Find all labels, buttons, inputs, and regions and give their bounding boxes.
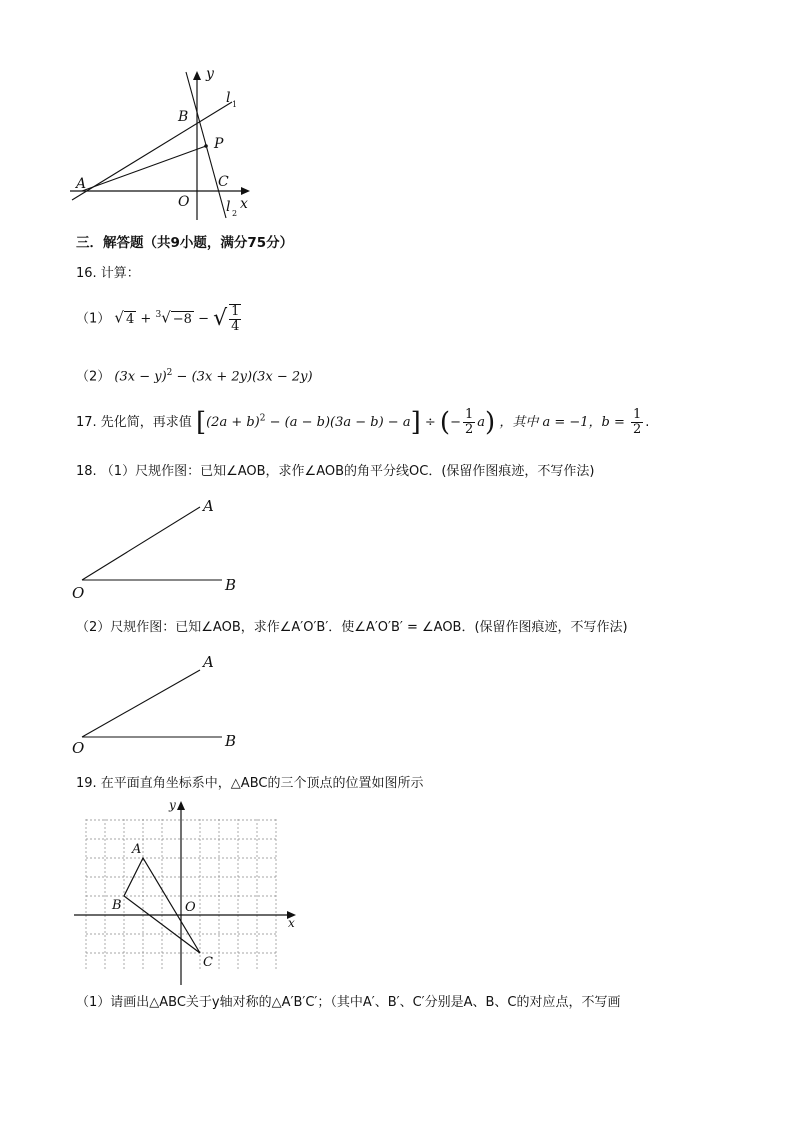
sqrt-symbol: √ (114, 308, 124, 327)
q17-inner-rest: − (a − b)(3a − b) − a (265, 415, 411, 430)
grid-label-O: O (185, 900, 196, 915)
label-O: O (178, 194, 190, 210)
q16-part2 (76, 363, 313, 387)
lines-figure (60, 60, 260, 230)
q17-cond-frac-num: 1 (633, 407, 642, 422)
grid-label-y: y (169, 798, 176, 812)
angle-figure-1 (66, 494, 256, 602)
q17-bracket-close: ] (410, 407, 421, 438)
angle2-label-B: B (225, 732, 237, 750)
q17-bracket-open: [ (195, 407, 207, 438)
q17-frac-var: a (477, 415, 486, 430)
point-P (204, 144, 208, 148)
q16-part1-number: （1） (76, 311, 111, 327)
grid-label-B: B (112, 898, 122, 913)
segment-AP (82, 146, 206, 191)
q16-part2-expr-b: − (3x + 2y)(3x − 2y) (172, 369, 313, 385)
q17-frac (463, 408, 475, 437)
q16-part2-expr-a: (3x − y) (114, 369, 167, 385)
q16-rad1: 4 (125, 311, 135, 327)
q17-inner-exp: 2 (259, 413, 266, 424)
label-l1: l (226, 90, 231, 106)
label-y: y (206, 66, 214, 82)
label-l2-sub: 2 (232, 209, 238, 218)
q17-inner: (2a + b) (206, 415, 260, 430)
grid-y-axis-arrow (177, 801, 185, 810)
q17-lead: 17. 先化简，再求值 (76, 415, 192, 430)
grid-label-C: C (203, 955, 213, 970)
q16-frac-den: 4 (231, 319, 240, 334)
q17-frac-den: 2 (464, 422, 474, 437)
coordinate-grid-figure (70, 797, 300, 989)
q17-paren-close: ) (485, 407, 496, 438)
q16-frac-num: 1 (231, 304, 240, 319)
q16-part2-number: （2） (76, 369, 111, 385)
label-P: P (214, 136, 224, 152)
grid-label-A: A (132, 842, 142, 857)
angle1-label-A: A (203, 497, 214, 515)
q16-part1 (76, 304, 243, 338)
q16-cube-index: 3 (155, 310, 162, 321)
label-C: C (218, 174, 229, 190)
q16-stem: 16. 计算： (76, 266, 140, 281)
angle1-label-B: B (225, 576, 237, 594)
q16-frac (229, 304, 241, 334)
q16-part2-exp: 2 (166, 368, 173, 378)
angle2-label-O: O (72, 739, 85, 757)
q16-plus: + (140, 311, 152, 327)
sqrt-symbol-2: √ (213, 306, 228, 331)
q18-part1: 18. （1）尺规作图：已知∠AOB，求作∠AOB的角平分线OC．(保留作图痕迹，不写作法) (76, 464, 595, 479)
ray-OA-2 (82, 670, 200, 737)
q18-part2: （2）尺规作图：已知∠AOB，求作∠A′O′B′．使∠A′O′B′ = ∠AOB．(保留作图痕迹，不写作法) (76, 620, 628, 635)
q19-stem: 19. 在平面直角坐标系中，△ABC的三个顶点的位置如图所示 (76, 776, 424, 791)
label-l2: l (226, 199, 231, 215)
q17-cond-frac (631, 408, 643, 437)
angle-figure-2 (66, 650, 256, 758)
section-heading: 三．解答题（共9小题，满分75分） (76, 235, 294, 251)
y-axis-arrow (193, 71, 201, 80)
cbrt-symbol: √ (161, 308, 171, 327)
q17-cond: ，其中 a = −1，b = (499, 415, 630, 430)
q17 (76, 408, 649, 448)
q17-paren-open: ( (439, 407, 451, 438)
x-axis-arrow (241, 187, 250, 195)
label-B: B (178, 109, 189, 125)
q17-neg: − (450, 415, 461, 430)
q17-end: . (645, 415, 650, 430)
q17-frac-num: 1 (464, 407, 474, 422)
q17-div: ÷ (424, 415, 440, 430)
angle2-label-A: A (203, 653, 214, 671)
q19-part1: （1）请画出△ABC关于y轴对称的△A′B′C′；（其中A′、B′、C′分别是A、B、C的对应点，不写画 (76, 995, 621, 1010)
ray-OA-1 (82, 507, 200, 580)
label-A: A (76, 176, 87, 192)
label-x: x (240, 196, 248, 212)
angle1-label-O: O (72, 584, 85, 602)
q16-minus: − (198, 311, 209, 327)
label-l1-sub: 1 (232, 100, 238, 109)
q17-cond-frac-den: 2 (633, 422, 642, 437)
q16-rad2: −8 (172, 311, 192, 327)
grid-label-x: x (288, 916, 295, 930)
